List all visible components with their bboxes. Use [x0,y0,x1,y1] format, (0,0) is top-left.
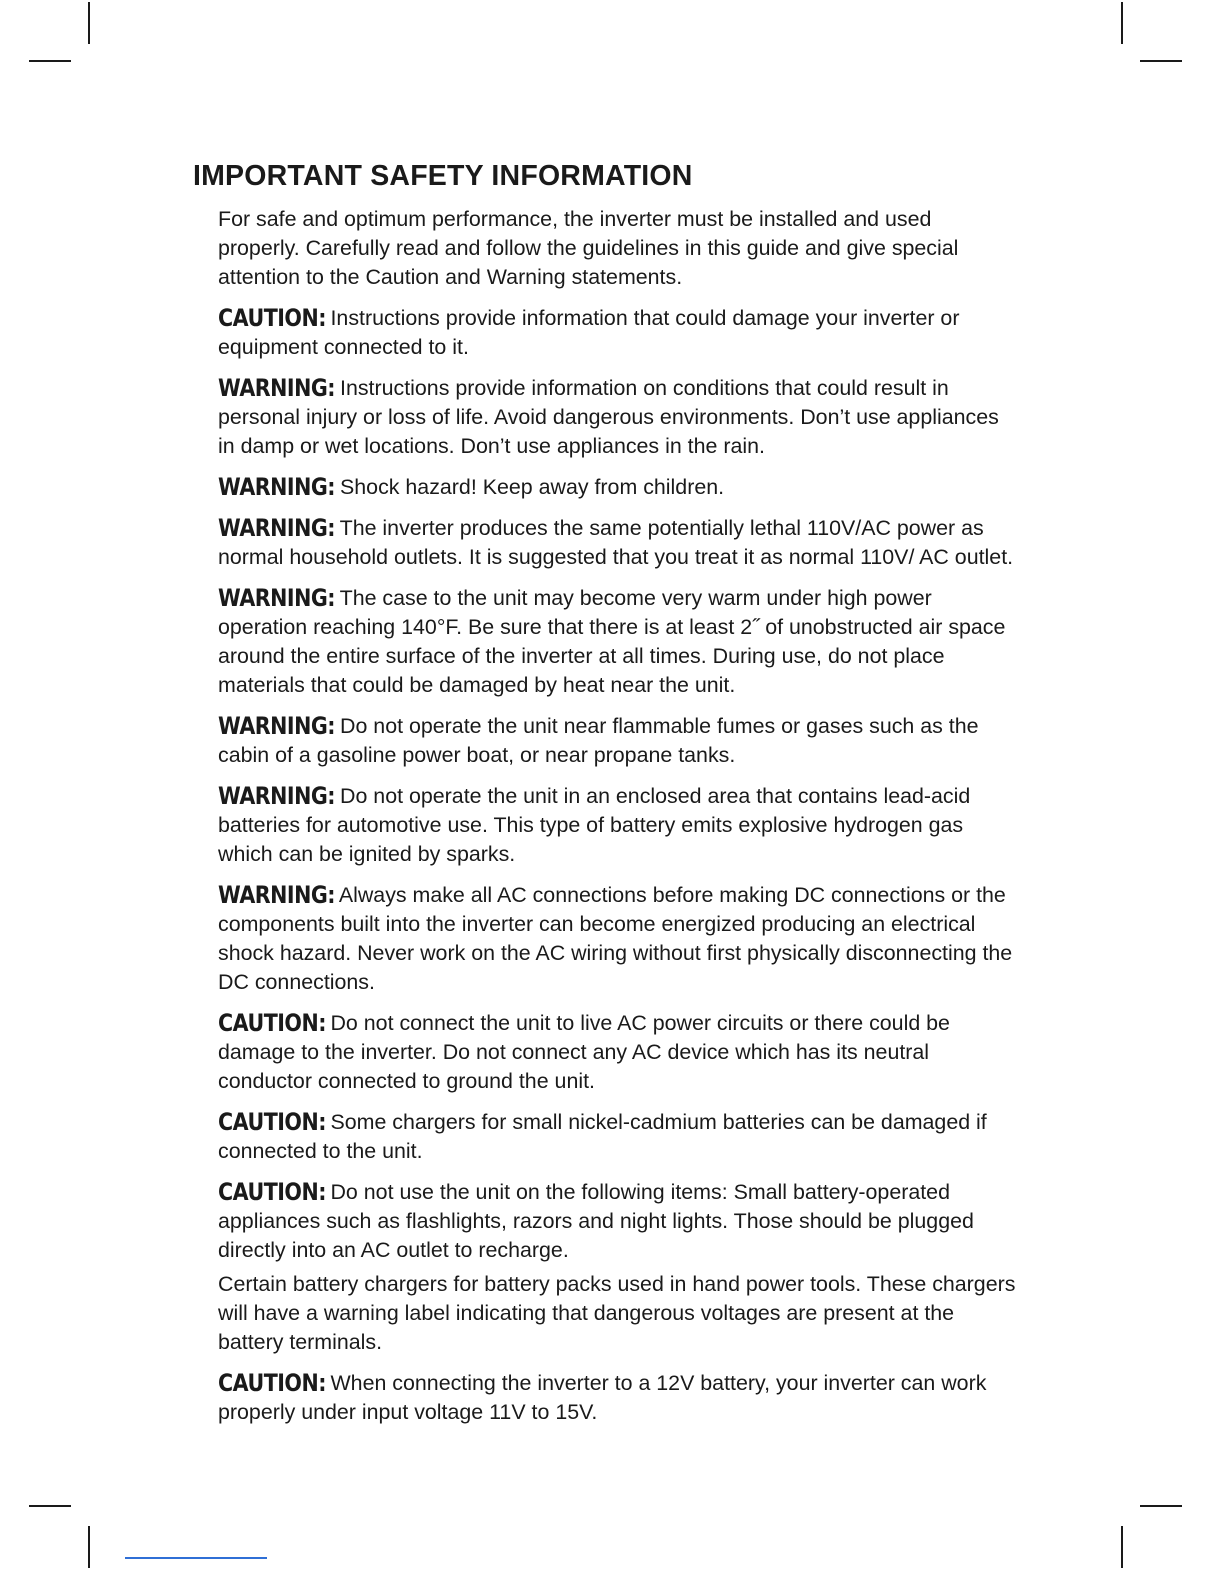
notice-label: WARNING: [218,374,336,402]
notice-warning [218,373,1018,461]
notice-text: Do not operate the unit in an enclosed area that contains lead-acid batteries for automotive use. This type of battery emits explosive hydrogen gas which can be ignited by sparks. [218,784,971,866]
notice-warning [218,472,1018,502]
notice-text: Do not connect the unit to live AC power circuits or there could be damage to the inverter. Do not connect any AC device which has its neutral conductor connected to ground the unit. [218,1011,950,1093]
notice-label: WARNING: [218,712,336,740]
notice-text: Do not operate the unit near flammable fumes or gases such as the cabin of a gasoline power boat, or near propane tanks. [218,714,979,767]
notice-label: CAUTION: [218,1369,326,1397]
notice-label: WARNING: [218,881,336,909]
notice-warning [218,781,1018,869]
notice-text: Some chargers for small nickel-cadmium batteries can be damaged if connected to the unit. [218,1110,987,1163]
notice-text: Instructions provide information on conditions that could result in personal injury or loss of life. Avoid dangerous environments. Don’t use appliances in damp or wet locations. Don’t use appliances in the rain. [218,376,999,458]
footer-rule [125,1557,267,1559]
safety-content [218,205,1018,1438]
notice-text: The case to the unit may become very warm under high power operation reaching 140°F. Be sure that there is at least 2˝ of unobstructed air space around the entire surface of the inverter at all times. During use, do not place materials that could be damaged by heat near the unit. [218,586,1006,697]
crop-mark [88,2,90,44]
crop-mark [88,1526,90,1568]
notice-label: CAUTION: [218,304,326,332]
notice-label: CAUTION: [218,1009,326,1037]
notice-warning [218,880,1018,997]
notice-caution [218,1177,1018,1265]
notice-text: Shock hazard! Keep away from children. [340,475,725,499]
intro-paragraph: For safe and optimum performance, the inverter must be installed and used properly. Carefully read and follow the guidelines in this guide and give special attention to the Caution and Warning statements. [218,207,959,289]
crop-mark [1121,2,1123,44]
notice-label: WARNING: [218,782,336,810]
notice-label: CAUTION: [218,1108,326,1136]
notice-text: Instructions provide information that could damage your inverter or equipment connected to it. [218,306,960,359]
notice-label: WARNING: [218,514,336,542]
notice-label: WARNING: [218,584,336,612]
notice-caution [218,303,1018,362]
notice-warning [218,711,1018,770]
notice-warning [218,513,1018,572]
crop-mark [1140,1505,1182,1507]
notice-text: The inverter produces the same potentially lethal 110V/AC power as normal household outlets. It is suggested that you treat it as normal 110V/ AC outlet. [218,516,1014,569]
notice-caution [218,1368,1018,1427]
crop-mark [1121,1526,1123,1568]
notice-label: CAUTION: [218,1178,326,1206]
note-paragraph: Certain battery chargers for battery packs used in hand power tools. These chargers will have a warning label indicating that dangerous voltages are present at the battery terminals. [218,1272,1016,1354]
notice-label: WARNING: [218,473,336,501]
notice-text: When connecting the inverter to a 12V battery, your inverter can work properly under input voltage 11V to 15V. [218,1371,987,1424]
notice-warning [218,583,1018,700]
notice-text: Do not use the unit on the following items: Small battery-operated appliances such as flashlights, razors and night lights. Those should be plugged directly into an AC outlet to recharge. [218,1180,974,1262]
page-title: IMPORTANT SAFETY INFORMATION [193,160,693,192]
notice-caution [218,1008,1018,1096]
crop-mark [1140,60,1182,62]
notice-text: Always make all AC connections before making DC connections or the components built into the inverter can become energized producing an electrical shock hazard. Never work on the AC wiring without first physically disconnecting the DC connections. [218,883,1013,994]
notice-caution [218,1107,1018,1166]
crop-mark [29,1505,71,1507]
crop-mark [29,60,71,62]
